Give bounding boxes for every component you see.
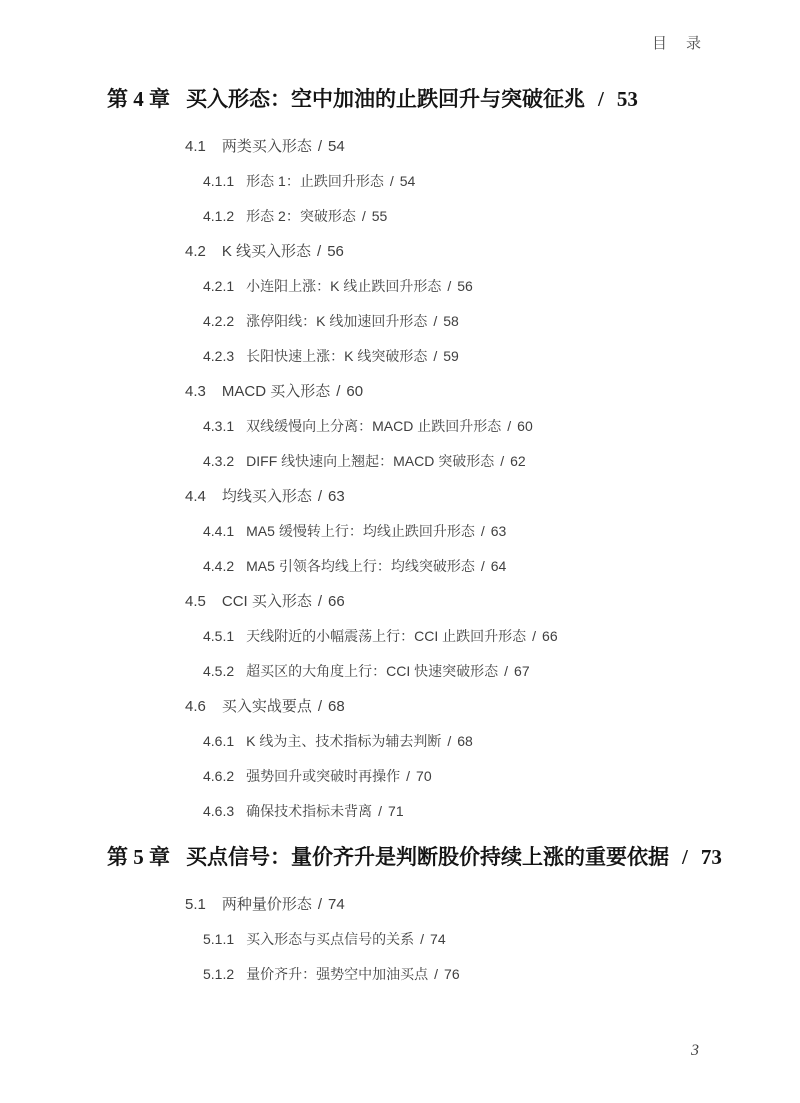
chapter-page: 73: [700, 845, 722, 869]
toc-entry: [203, 558, 800, 575]
toc-entry-page-separator: /: [433, 348, 438, 364]
toc-entry-page: 67: [514, 663, 530, 679]
toc-entry: [203, 418, 800, 435]
toc-entry-number: 4.2.1: [203, 278, 235, 294]
toc-entry-number: 4.3.1: [203, 418, 235, 434]
toc-entry-page-separator: /: [336, 383, 341, 400]
toc-entry-title: MACD 买入形态: [221, 383, 331, 400]
toc-entry-number: 5.1: [185, 896, 206, 913]
toc-entry-page-separator: /: [447, 278, 452, 294]
toc-entry-number: 4.4.1: [203, 523, 235, 539]
toc-entry-title: 双线缓慢向上分离：MACD 止跌回升形态: [246, 418, 502, 434]
toc-entry-title: 长阳快速上涨：K 线突破形态: [246, 348, 428, 364]
toc-entry-page-separator: /: [504, 663, 509, 679]
toc-entry-title: 涨停阳线：K 线加速回升形态: [246, 313, 428, 329]
toc-entry: [185, 698, 800, 715]
toc-entry-number: 4.4.2: [203, 558, 235, 574]
toc-entry-page: 66: [542, 628, 558, 644]
toc-entry-page: 60: [346, 383, 364, 400]
toc-entry: [203, 523, 800, 540]
toc-entry: [185, 488, 800, 505]
toc-entry-title: CCI 买入形态: [221, 593, 312, 610]
toc-entry-number: 4.1.2: [203, 208, 235, 224]
toc-entry: [203, 278, 800, 295]
toc-entry-number: 4.2.2: [203, 313, 235, 329]
toc-entry-number: 5.1.2: [203, 966, 235, 982]
page-number: 3: [691, 1042, 699, 1059]
toc-entry-page: 74: [430, 931, 446, 947]
toc-entry-page-separator: /: [317, 593, 323, 610]
toc-entry-page-separator: /: [447, 733, 452, 749]
toc-entry: [203, 173, 800, 190]
toc-entry: [203, 931, 800, 948]
toc-entry-title: 买入实战要点: [221, 698, 312, 715]
toc-entry-page-separator: /: [317, 243, 322, 260]
chapter-heading: [107, 844, 800, 870]
toc-entry-page-separator: /: [434, 966, 439, 982]
toc-entry: [203, 628, 800, 645]
chapter-label: 第 5 章: [107, 845, 170, 869]
toc-entry-page-separator: /: [378, 803, 383, 819]
toc-entry-page-separator: /: [317, 698, 323, 715]
toc-entry-page: 74: [328, 896, 345, 913]
toc-entry-title: 形态 1：止跌回升形态: [246, 173, 384, 189]
toc-entry-number: 5.1.1: [203, 931, 235, 947]
toc-entry-number: 4.5.1: [203, 628, 235, 644]
toc-entry-number: 4.3.2: [203, 453, 235, 469]
toc-header-label: 目 录: [651, 36, 703, 52]
toc-entry-page: 54: [399, 173, 416, 189]
toc-entry: [185, 138, 800, 155]
toc-entry-page: 59: [443, 348, 459, 364]
toc-entry-title: K 线买入形态: [221, 243, 312, 260]
toc-entry-page: 58: [443, 313, 459, 329]
toc-entry-title: 强势回升或突破时再操作: [246, 768, 401, 784]
toc-entry-title: 小连阳上涨：K 线止跌回升形态: [246, 278, 442, 294]
toc-entry-page: 76: [444, 966, 460, 982]
toc-entry: [185, 593, 800, 610]
toc-entry: [203, 208, 800, 225]
toc-entry-page-separator: /: [480, 558, 485, 574]
toc-entry-page: 68: [328, 698, 345, 715]
toc-entry-page-separator: /: [389, 173, 394, 189]
toc-entry-page-separator: /: [500, 453, 505, 469]
toc-entry-page: 63: [328, 488, 345, 505]
toc-entry-page-separator: /: [420, 931, 425, 947]
toc-entry-title: 形态 2：突破形态: [246, 208, 356, 224]
chapter-title: 买入形态：空中加油的止跌回升与突破征兆: [186, 87, 585, 111]
toc-entry-page: 56: [457, 278, 473, 294]
toc-entry-number: 4.5.2: [203, 663, 235, 679]
chapter-title: 买点信号：量价齐升是判断股价持续上涨的重要依据: [186, 845, 669, 869]
toc-entry-number: 4.6.1: [203, 733, 235, 749]
toc-entry-title: K 线为主、技术指标为辅去判断: [246, 733, 442, 749]
toc-entry-page-separator: /: [406, 768, 411, 784]
toc-entry-title: 超买区的大角度上行：CCI 快速突破形态: [246, 663, 499, 679]
toc-entry-page: 62: [510, 453, 526, 469]
toc-entry-page-separator: /: [507, 418, 512, 434]
toc-entry-number: 4.6.2: [203, 768, 235, 784]
toc-entry-page: 60: [517, 418, 533, 434]
toc-entry-title: DIFF 线快速向上翘起：MACD 突破形态: [246, 453, 495, 469]
toc-entry-page-separator: /: [433, 313, 438, 329]
toc-entry-page: 56: [327, 243, 344, 260]
toc-entry-title: 买入形态与买点信号的关系: [246, 931, 415, 947]
toc-entry-number: 4.2: [185, 243, 206, 260]
toc-entry-number: 4.2.3: [203, 348, 235, 364]
toc-entry-title: 均线买入形态: [221, 488, 312, 505]
toc-entry-title: 两类买入形态: [221, 138, 312, 155]
toc-entry: [203, 313, 800, 330]
toc-entry-number: 4.6: [185, 698, 206, 715]
toc-entry: [203, 663, 800, 680]
toc-entry-title: 两种量价形态: [221, 896, 312, 913]
chapter-page-separator: /: [682, 845, 688, 869]
toc-entry-title: 天线附近的小幅震荡上行：CCI 止跌回升形态: [246, 628, 527, 644]
toc-entry-page-separator: /: [317, 896, 323, 913]
toc-entry: [185, 896, 800, 913]
toc-entry-title: 确保技术指标未背离: [246, 803, 373, 819]
toc-entry-title: MA5 引领各均线上行：均线突破形态: [246, 558, 475, 574]
toc-entry-number: 4.1: [185, 138, 206, 155]
toc-entry-page: 54: [328, 138, 345, 155]
toc-entry-page: 66: [328, 593, 345, 610]
toc-entry-page-separator: /: [480, 523, 485, 539]
toc-entry-page: 68: [457, 733, 473, 749]
toc-entry-page-separator: /: [317, 488, 323, 505]
toc-entry: [203, 453, 800, 470]
chapter-page-separator: /: [598, 87, 604, 111]
toc-entry-number: 4.6.3: [203, 803, 235, 819]
chapter-heading: [107, 86, 800, 112]
toc-entry-number: 4.5: [185, 593, 206, 610]
toc-content: [0, 86, 800, 1001]
toc-entry-page: 55: [371, 208, 388, 224]
toc-entry: [203, 348, 800, 365]
toc-entry-title: 量价齐升：强势空中加油买点: [246, 966, 429, 982]
toc-entry: [203, 768, 800, 785]
toc-entry-page-separator: /: [361, 208, 366, 224]
toc-entry-page-separator: /: [532, 628, 537, 644]
toc-entry-number: 4.1.1: [203, 173, 235, 189]
toc-entry: [203, 966, 800, 983]
toc-entry-page: 70: [416, 768, 432, 784]
toc-entry: [185, 383, 800, 400]
toc-entry: [203, 803, 800, 820]
toc-entry-page-separator: /: [317, 138, 323, 155]
toc-entry-page: 63: [490, 523, 507, 539]
toc-entry: [203, 733, 800, 750]
chapter-label: 第 4 章: [107, 87, 170, 111]
chapter-page: 53: [616, 87, 638, 111]
toc-entry-page: 71: [388, 803, 404, 819]
toc-entry-number: 4.4: [185, 488, 206, 505]
toc-entry-page: 64: [490, 558, 507, 574]
toc-entry-title: MA5 缓慢转上行：均线止跌回升形态: [246, 523, 475, 539]
toc-entry-number: 4.3: [185, 383, 206, 400]
toc-entry: [185, 243, 800, 260]
